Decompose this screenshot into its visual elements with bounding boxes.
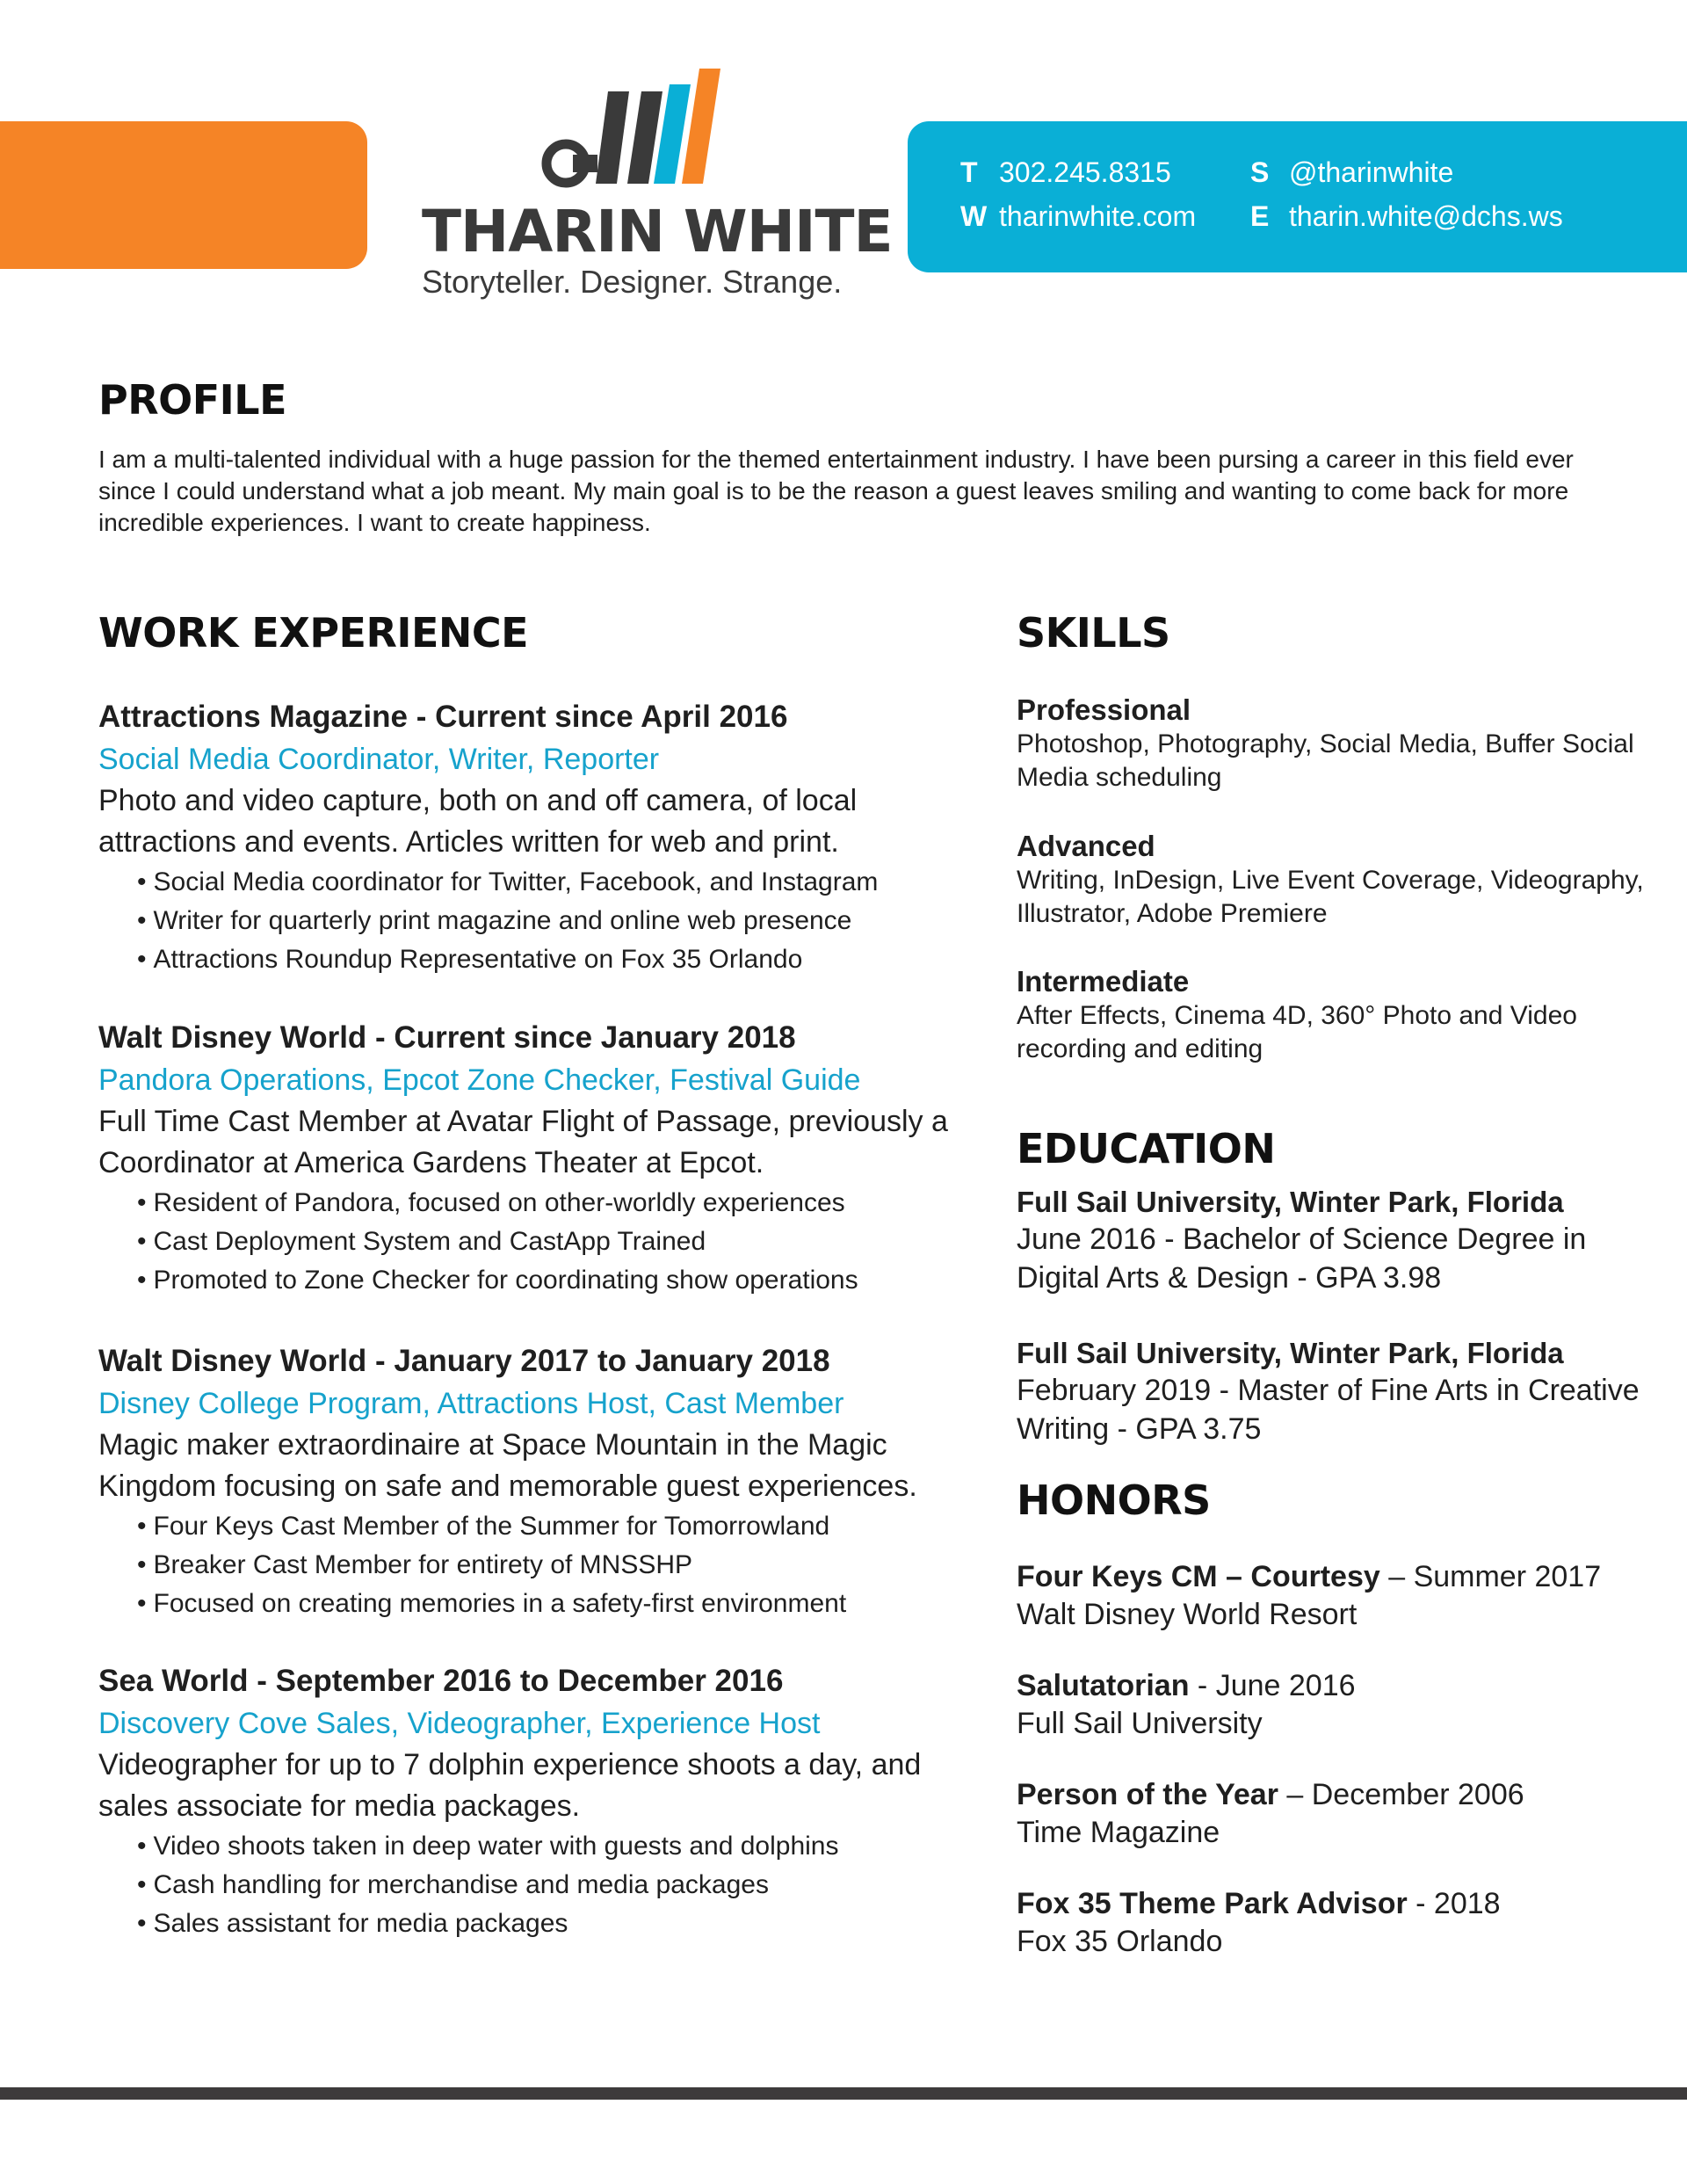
contact-phone-value[interactable]: 302.245.8315 [999,156,1171,188]
job-company: Walt Disney World - Current since January 2018 [98,1020,796,1055]
job-entry [98,1017,959,1300]
contact-panel [908,121,1687,272]
honor-title: Four Keys CM – Courtesy [1017,1560,1380,1593]
job-bullet: • Four Keys Cast Member of the Summer for Tomorrowland [137,1507,959,1546]
job-bullet: • Cash handling for merchandise and media packages [137,1866,959,1905]
contact-email-value[interactable]: tharin.white@dchs.ws [1289,200,1563,232]
job-bullet: • Promoted to Zone Checker for coordinating show operations [137,1261,959,1300]
job-description: Full Time Cast Member at Avatar Flight of Passage, previously a Coordinator at America Gardens Theater at Epcot. [98,1105,948,1179]
honor-entry [1017,1557,1649,1633]
honor-line [1017,1666,1649,1705]
honor-line [1017,1557,1649,1596]
job-company: Walt Disney World - January 2017 to January 2018 [98,1344,830,1378]
education-school: Full Sail University, Winter Park, Florida [1017,1337,1564,1369]
job-bullets [98,1507,959,1623]
job-entry [98,1340,959,1623]
honor-date: – December 2006 [1278,1778,1524,1811]
skill-items: Photoshop, Photography, Social Media, Buffer Social Media scheduling [1017,729,1634,792]
tagline: Storyteller. Designer. Strange. [422,264,843,300]
job-bullet: • Video shoots taken in deep water with guests and dolphins [137,1827,959,1866]
job-role: Disney College Program, Attractions Host, Cast Member [98,1387,844,1420]
skill-level: Advanced [1017,830,1155,862]
contact-email [1250,200,1563,233]
job-bullet: • Sales assistant for media packages [137,1905,959,1943]
contact-email-key: E [1250,200,1270,232]
job-bullet: • Breaker Cast Member for entirety of MNSSHP [137,1546,959,1585]
education-detail: February 2019 - Master of Fine Arts in Creative Writing - GPA 3.75 [1017,1374,1640,1446]
footer-divider [0,2087,1687,2100]
education-entry [1017,1185,1649,1297]
job-bullet: • Resident of Pandora, focused on other-worldly experiences [137,1184,959,1223]
job-company: Sea World - September 2016 to December 2016 [98,1664,784,1698]
contact-website [960,200,1196,233]
honor-entry [1017,1884,1649,1960]
honors-heading: HONORS [1017,1477,1211,1524]
job-bullets [98,863,959,979]
contact-social-value[interactable]: @tharinwhite [1289,156,1454,188]
job-description: Magic maker extraordinaire at Space Mountain in the Magic Kingdom focusing on safe and memorable guest experiences. [98,1428,917,1503]
contact-social [1250,156,1453,189]
education-school: Full Sail University, Winter Park, Florida [1017,1186,1564,1218]
honor-title: Salutatorian [1017,1669,1190,1702]
contact-phone [960,156,1171,189]
honor-line [1017,1775,1649,1814]
skill-level: Professional [1017,693,1191,726]
profile-heading: PROFILE [98,376,287,424]
job-bullets [98,1827,959,1943]
honor-title: Person of the Year [1017,1778,1278,1811]
skill-group [1017,964,1649,1066]
honor-line [1017,1884,1649,1923]
education-heading: EDUCATION [1017,1125,1276,1172]
job-bullet: • Attractions Roundup Representative on Fox 35 Orlando [137,940,959,979]
education-entry [1017,1336,1649,1448]
education-detail: June 2016 - Bachelor of Science Degree in Digital Arts & Design - GPA 3.98 [1017,1223,1587,1295]
job-bullets [98,1184,959,1300]
job-role: Social Media Coordinator, Writer, Reporter [98,743,660,776]
contact-phone-key: T [960,156,978,188]
contact-social-key: S [1250,156,1270,188]
skill-items: After Effects, Cinema 4D, 360° Photo and Video recording and editing [1017,1001,1577,1063]
logo-icon [538,65,749,188]
job-bullet: • Social Media coordinator for Twitter, Facebook, and Instagram [137,863,959,902]
skill-items: Writing, InDesign, Live Event Coverage, Videography, Illustrator, Adobe Premiere [1017,866,1644,928]
honor-date: - June 2016 [1189,1669,1356,1702]
contact-website-value[interactable]: tharinwhite.com [999,200,1197,232]
job-bullet: • Focused on creating memories in a safety-first environment [137,1585,959,1623]
job-company: Attractions Magazine - Current since April 2016 [98,700,788,734]
honor-org: Walt Disney World Resort [1017,1598,1358,1631]
honor-date: - 2018 [1407,1887,1501,1920]
job-role: Pandora Operations, Epcot Zone Checker, Festival Guide [98,1063,861,1097]
honor-org: Time Magazine [1017,1816,1220,1849]
skills-heading: SKILLS [1017,609,1170,657]
orange-accent-tab [0,121,367,269]
job-role: Discovery Cove Sales, Videographer, Experience Host [98,1707,821,1740]
honor-org: Fox 35 Orlando [1017,1925,1223,1958]
contact-website-key: W [960,200,988,232]
skill-level: Intermediate [1017,965,1190,998]
job-bullet: • Writer for quarterly print magazine and online web presence [137,902,959,940]
skill-group [1017,693,1649,795]
job-entry [98,1660,959,1943]
honor-org: Full Sail University [1017,1707,1263,1740]
honor-entry [1017,1666,1649,1742]
honor-title: Fox 35 Theme Park Advisor [1017,1887,1408,1920]
candidate-name: THARIN WHITE [422,198,893,265]
skill-group [1017,829,1649,931]
honor-date: – Summer 2017 [1379,1560,1602,1593]
job-bullet: • Cast Deployment System and CastApp Trained [137,1223,959,1261]
profile-text: I am a multi-talented individual with a huge passion for the themed entertainment industry. I have been pursing a career in this field ever since I could understand what a job meant. My main goal is to be the reason a guest leaves smiling and wanting to come back for more incredible experiences. I want to create happiness. [98,446,1574,536]
job-description: Photo and video capture, both on and off camera, of local attractions and events. Articles written for web and print. [98,784,858,859]
honor-entry [1017,1775,1649,1851]
work-heading: WORK EXPERIENCE [98,609,529,657]
job-entry [98,696,959,979]
job-description: Videographer for up to 7 dolphin experience shoots a day, and sales associate for media packages. [98,1748,922,1823]
